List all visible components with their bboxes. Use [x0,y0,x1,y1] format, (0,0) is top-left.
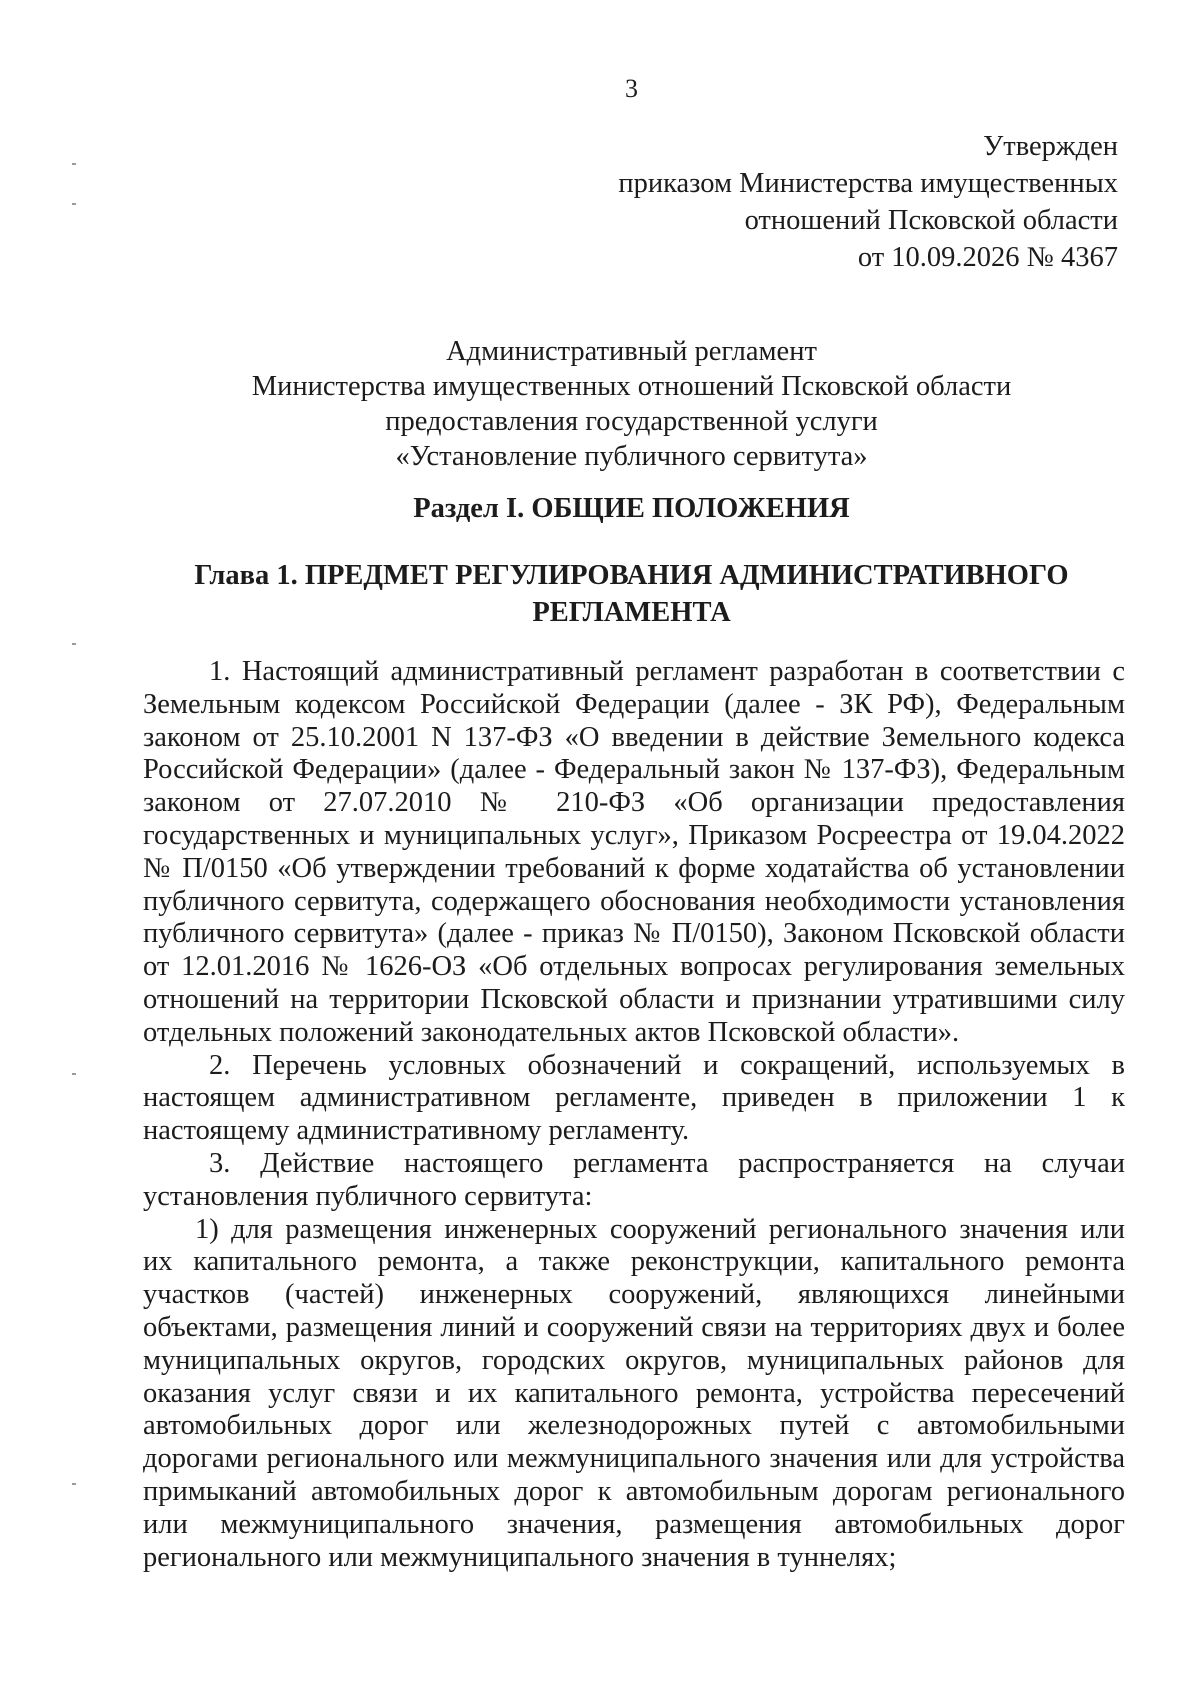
paragraph-1-line: Земельным кодексом Российской Федерации (далее - ЗК РФ), Федеральным [143,688,1125,720]
paragraph-1-line: публичного сервитута, содержащего обоснования необходимости установления [143,885,1125,917]
subparagraph-1-line: муниципальных округов, городских округов, муниципальных районов для [143,1344,1125,1376]
title-line: Административный регламент [446,336,817,367]
scan-speck [72,643,76,645]
section-heading: Раздел I. ОБЩИЕ ПОЛОЖЕНИЯ [413,493,850,524]
paragraph-1-line: законом от 27.07.2010 № 210-ФЗ «Об организации предоставления [143,787,1125,819]
paragraph-1-line: публичного сервитута» (далее - приказ № П/0150), Законом Псковской области [143,918,1125,950]
approval-line: Утвержден [983,131,1118,162]
subparagraph-1-line: автомобильных дорог или железнодорожных путей с автомобильными [143,1410,1125,1442]
scan-speck [72,1073,76,1075]
title-line: предоставления государственной услуги [385,406,878,437]
paragraph-1-line: от 12.01.2016 № 1626-ОЗ «Об отдельных вопросах регулирования земельных [143,951,1125,983]
regulation-title [0,334,1200,474]
paragraph-1-line: законом от 25.10.2001 N 137-ФЗ «О введении в действие Земельного кодекса [143,721,1125,753]
subparagraph-1-line: примыканий автомобильных дорог к автомобильным дорогам регионального [143,1475,1125,1507]
paragraph-1-line: Российской Федерации» (далее - Федеральный закон № 137-ФЗ), Федеральным [143,754,1125,786]
paragraph-1-line: отношений на территории Псковской области и признании утратившими силу [143,983,1125,1015]
chapter-heading [0,557,1200,631]
subparagraph-1-line: регионального или межмуниципального значения в туннелях; [143,1541,897,1573]
paragraph-1-line: государственных и муниципальных услуг», Приказом Росреестра от 19.04.2022 [143,819,1125,851]
subparagraph-1-line: 1) для размещения инженерных сооружений регионального значения или [195,1213,1125,1245]
title-line: Министерства имущественных отношений Псковской области [251,371,1012,402]
subparagraph-1-line: оказания услуг связи и их капитального ремонта, устройства пересечений [143,1377,1125,1409]
paragraph-1-line: № П/0150 «Об утверждении требований к форме ходатайства об установлении [143,852,1125,884]
document-body [143,656,1125,1574]
approval-line: от 10.09.2026 № 4367 [857,242,1118,273]
paragraph-3-line: 3. Действие настоящего регламента распространяется на случаи [209,1147,1125,1179]
paragraph-2-line: настоящему административному регламенту. [143,1115,690,1147]
title-line: «Установление публичного сервитута» [395,441,868,472]
subparagraph-1-line: их капитального ремонта, а также реконструкции, капитального ремонта [143,1246,1125,1278]
scan-speck [72,1483,76,1485]
scan-speck [72,203,76,205]
subparagraph-1-line: участков (частей) инженерных сооружений, являющихся линейными [143,1279,1125,1311]
subparagraph-1-line: или межмуниципального значения, размещения автомобильных дорог [143,1508,1125,1540]
approval-line: приказом Министерства имущественных [618,168,1118,199]
subparagraph-1-line: дорогами регионального или межмуниципального значения или для устройства [143,1443,1125,1475]
approval-stamp [618,128,1118,276]
paragraph-3-line: установления публичного сервитута: [143,1180,593,1212]
chapter-heading-line: РЕГЛАМЕНТА [532,597,731,628]
approval-line: отношений Псковской области [744,205,1118,236]
subparagraph-1-line: объектами, размещения линий и сооружений связи на территориях двух и более [143,1311,1125,1343]
paragraph-1-line: 1. Настоящий административный регламент разработан в соответствии с [209,656,1125,687]
page-number: 3 [625,74,638,103]
chapter-heading-line: Глава 1. ПРЕДМЕТ РЕГУЛИРОВАНИЯ АДМИНИСТРАТИВНОГО [194,560,1069,591]
scan-speck [72,163,76,165]
paragraph-1-line: отдельных положений законодательных актов Псковской области». [143,1016,960,1048]
paragraph-2-line: настоящем административном регламенте, приведен в приложении 1 к [143,1082,1125,1114]
paragraph-2-line: 2. Перечень условных обозначений и сокращений, используемых в [209,1049,1125,1081]
